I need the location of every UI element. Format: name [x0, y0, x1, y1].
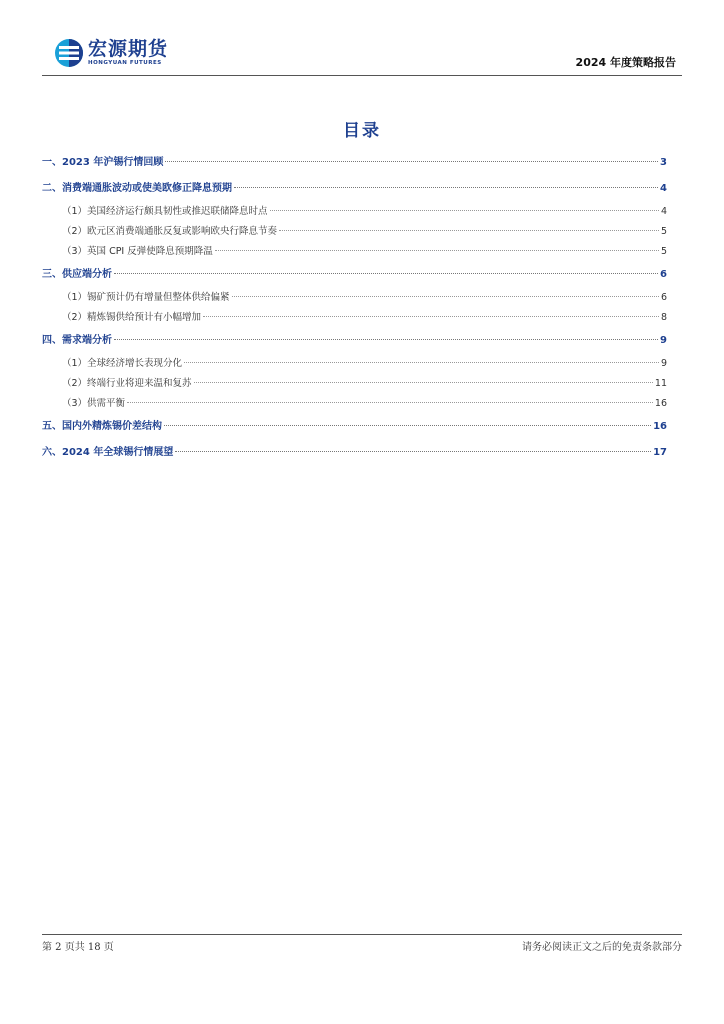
- toc-title: 目录: [343, 121, 381, 141]
- toc-dot-leader: [114, 339, 658, 340]
- toc-entry-label: 一、2023 年沪锡行情回顾: [42, 157, 164, 168]
- toc-section-entry[interactable]: [42, 176, 667, 202]
- toc-subsection-entry[interactable]: [42, 242, 667, 262]
- page-header: [42, 30, 682, 76]
- toc-dot-leader: [270, 210, 659, 211]
- toc-entry-label: （3）供需平衡: [62, 398, 126, 409]
- toc-entry-page: 11: [654, 378, 667, 389]
- toc-dot-leader: [215, 250, 659, 251]
- toc-subsection-entry[interactable]: [42, 308, 667, 328]
- company-logo: [54, 38, 168, 68]
- toc-dot-leader: [165, 161, 658, 162]
- toc-entry-page: 6: [660, 269, 667, 280]
- toc-entry-label: （1）美国经济运行颇具韧性或推迟联储降息时点: [62, 206, 268, 217]
- toc-subsection-entry[interactable]: [42, 222, 667, 242]
- toc-dot-leader: [203, 316, 659, 317]
- page-number: 第 2 页共 18 页: [42, 942, 114, 953]
- toc-section-entry[interactable]: [42, 440, 667, 466]
- header-divider: [42, 75, 682, 76]
- toc-entry-page: 5: [660, 246, 667, 257]
- report-type: 2024 年度策略报告: [575, 56, 676, 69]
- toc-section-entry[interactable]: [42, 328, 667, 354]
- toc-dot-leader: [232, 296, 659, 297]
- toc-dot-leader: [184, 362, 659, 363]
- toc-entry-page: 3: [660, 157, 667, 168]
- toc-entry-page: 4: [660, 183, 667, 194]
- toc-entry-page: 9: [660, 335, 667, 346]
- toc-entry-label: （2）欧元区消费端通胀反复或影响欧央行降息节奏: [62, 226, 278, 237]
- toc-entry-label: 二、消费端通胀波动或使美欧修正降息预期: [42, 183, 232, 194]
- toc-subsection-entry[interactable]: [42, 354, 667, 374]
- toc-entry-label: 四、需求端分析: [42, 335, 112, 346]
- toc-entry-page: 4: [660, 206, 667, 217]
- toc-subsection-entry[interactable]: [42, 202, 667, 222]
- toc-dot-leader: [234, 187, 658, 188]
- hongyuan-logo-icon: [54, 38, 84, 68]
- toc-entry-label: （1）锡矿预计仍有增量但整体供给偏紧: [62, 292, 230, 303]
- table-of-contents: [42, 150, 667, 466]
- toc-section-entry[interactable]: [42, 262, 667, 288]
- page-footer: [42, 934, 682, 958]
- toc-entry-page: 9: [660, 358, 667, 369]
- toc-entry-page: 5: [660, 226, 667, 237]
- toc-entry-label: 三、供应端分析: [42, 269, 112, 280]
- toc-subsection-entry[interactable]: [42, 394, 667, 414]
- toc-dot-leader: [114, 273, 658, 274]
- toc-section-entry[interactable]: [42, 414, 667, 440]
- toc-dot-leader: [175, 451, 651, 452]
- toc-entry-label: （2）精炼锡供给预计有小幅增加: [62, 312, 202, 323]
- logo-name-en: HONGYUAN FUTURES: [88, 60, 162, 66]
- toc-entry-label: 六、2024 年全球锡行情展望: [42, 447, 174, 458]
- toc-entry-page: 8: [660, 312, 667, 323]
- toc-subsection-entry[interactable]: [42, 288, 667, 308]
- toc-entry-page: 16: [653, 421, 667, 432]
- toc-entry-page: 17: [653, 447, 667, 458]
- toc-dot-leader: [194, 382, 653, 383]
- footer-divider: [42, 934, 682, 935]
- logo-name-cn: 宏源期货: [88, 38, 169, 60]
- toc-entry-label: （1）全球经济增长表现分化: [62, 358, 183, 369]
- toc-section-entry[interactable]: [42, 150, 667, 176]
- toc-entry-label: （2）终端行业将迎来温和复苏: [62, 378, 192, 389]
- toc-dot-leader: [279, 230, 659, 231]
- toc-entry-label: 五、国内外精炼锡价差结构: [42, 421, 162, 432]
- toc-entry-label: （3）英国 CPI 反弹使降息预期降温: [62, 246, 213, 257]
- disclaimer-note: 请务必阅读正文之后的免责条款部分: [522, 942, 682, 953]
- toc-subsection-entry[interactable]: [42, 374, 667, 394]
- toc-dot-leader: [164, 425, 651, 426]
- toc-entry-page: 6: [660, 292, 667, 303]
- toc-dot-leader: [127, 402, 653, 403]
- toc-entry-page: 16: [654, 398, 667, 409]
